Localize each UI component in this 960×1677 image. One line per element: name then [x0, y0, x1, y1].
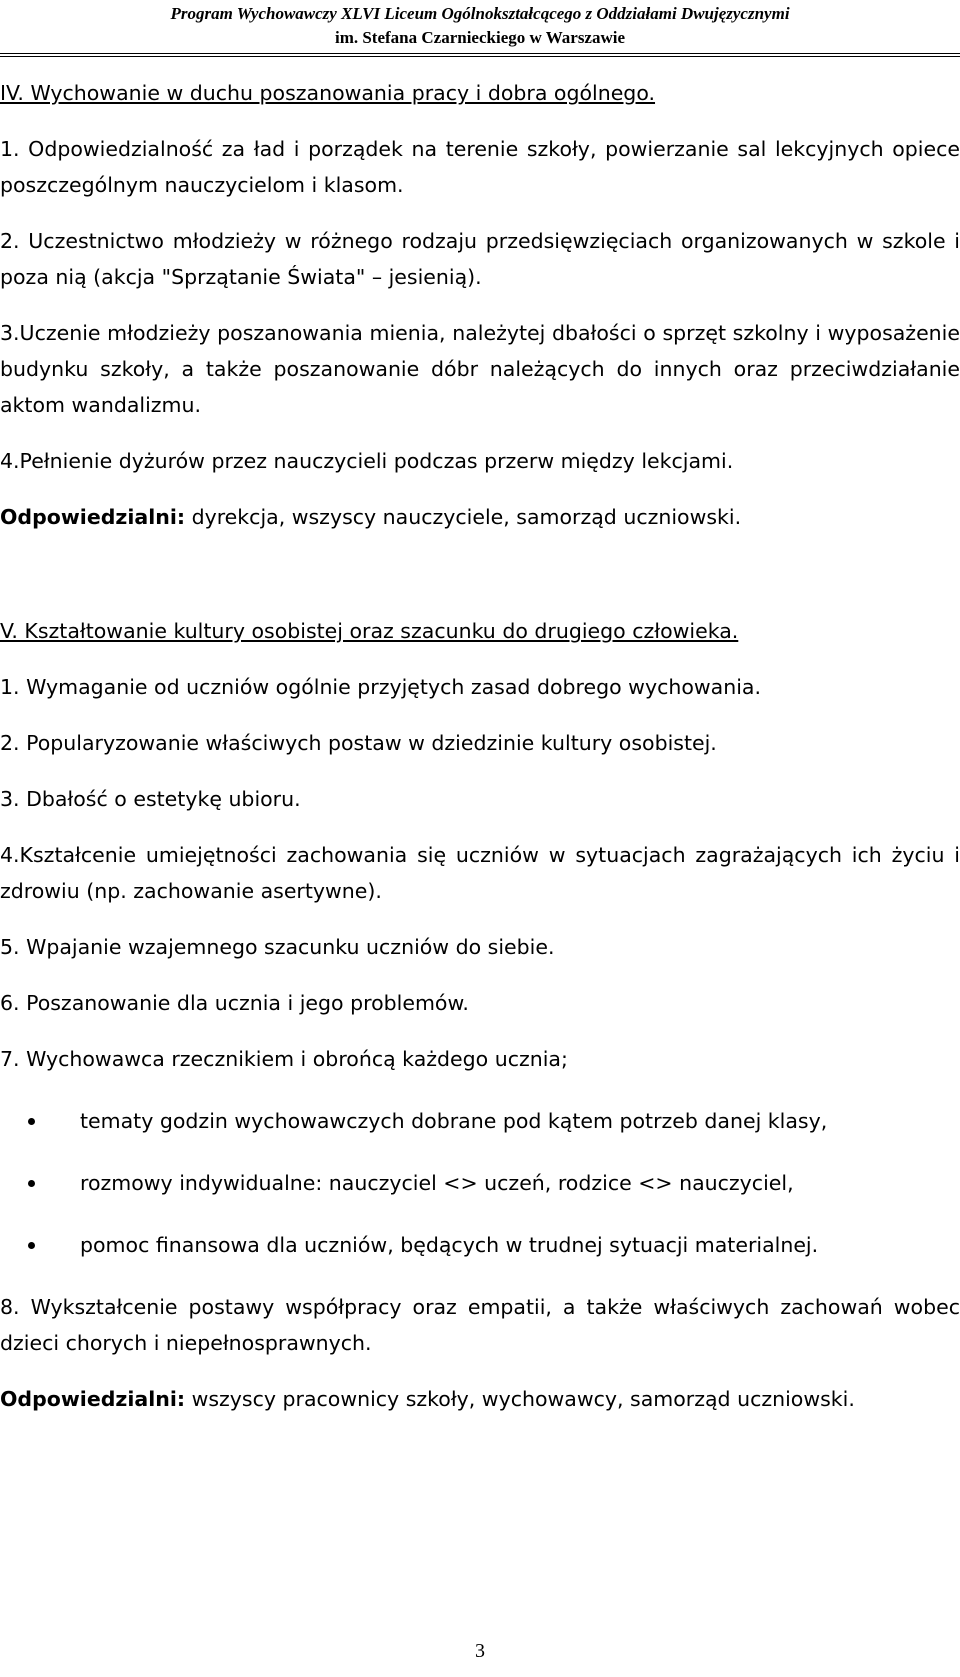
- header-rule-top: [0, 53, 960, 54]
- section-5-item-3: 3. Dbałość o estetykę ubioru.: [0, 787, 301, 811]
- bullet-text: pomoc finansowa dla uczniów, będących w trudnej sytuacji materialnej.: [80, 1233, 819, 1257]
- bullet-item: [0, 1103, 960, 1139]
- responsible-label: Odpowiedzialni:: [0, 505, 186, 529]
- section-4-heading: IV. Wychowanie w duchu poszanowania pracy i dobra ogólnego.: [0, 81, 656, 105]
- header-rule-bottom: [0, 56, 960, 57]
- section-5-item-6: 6. Poszanowanie dla ucznia i jego problemów.: [0, 991, 469, 1015]
- bullet-text: rozmowy indywidualne: nauczyciel <> uczeń, rodzice <> nauczyciel,: [80, 1171, 794, 1195]
- section-5-item-5: 5. Wpajanie wzajemnego szacunku uczniów do siebie.: [0, 935, 555, 959]
- bullet-icon: [28, 1118, 35, 1125]
- bullet-icon: [28, 1180, 35, 1187]
- responsible-text: dyrekcja, wszyscy nauczyciele, samorząd uczniowski.: [185, 505, 742, 529]
- responsible-label: Odpowiedzialni:: [0, 1387, 186, 1411]
- section-5-item-2: 2. Popularyzowanie właściwych postaw w dziedzinie kultury osobistej.: [0, 731, 717, 755]
- section-4-responsible: [0, 499, 960, 535]
- section-4-item-1: 1. Odpowiedzialność za ład i porządek na terenie szkoły, powierzanie sal lekcyjnych opiece poszczególnym nauczycielom i klasom.: [0, 137, 960, 197]
- page-number: 3: [475, 1640, 485, 1662]
- bullet-item: [0, 1227, 960, 1263]
- page-content: [0, 75, 960, 1417]
- header-line-2: im. Stefana Czarnieckiego w Warszawie: [334, 28, 626, 47]
- section-4-item-3: 3.Uczenie młodzieży poszanowania mienia, należytej dbałości o sprzęt szkolny i wyposażenie budynku szkoły, a także poszanowanie dóbr należących do innych oraz przeciwdziałanie aktom wandalizmu.: [0, 321, 960, 417]
- page-header: [0, 0, 960, 50]
- section-5-responsible: [0, 1381, 960, 1417]
- section-5-item-7: 7. Wychowawca rzecznikiem i obrońcą każdego ucznia;: [0, 1047, 568, 1071]
- section-5-item-1: 1. Wymaganie od uczniów ogólnie przyjętych zasad dobrego wychowania.: [0, 675, 761, 699]
- section-5-item-4: 4.Kształcenie umiejętności zachowania się uczniów w sytuacjach zagrażających ich życiu i zdrowiu (np. zachowanie asertywne).: [0, 843, 960, 903]
- section-5-item-8: 8. Wykształcenie postawy współpracy oraz empatii, a także właściwych zachowań wobec dzieci chorych i niepełnosprawnych.: [0, 1295, 960, 1355]
- bullet-text: tematy godzin wychowawczych dobrane pod kątem potrzeb danej klasy,: [80, 1109, 828, 1133]
- bullet-icon: [28, 1242, 35, 1249]
- header-line-1: Program Wychowawczy XLVI Liceum Ogólnokształcącego z Oddziałami Dwujęzycznymi: [170, 4, 790, 23]
- section-4-item-2: 2. Uczestnictwo młodzieży w różnego rodzaju przedsięwzięciach organizowanych w szkole i poza nią (akcja "Sprzątanie Świata" – jesienią).: [0, 229, 960, 289]
- bullet-list: [0, 1103, 960, 1263]
- section-5-heading: V. Kształtowanie kultury osobistej oraz szacunku do drugiego człowieka.: [0, 619, 739, 643]
- section-4-item-4: 4.Pełnienie dyżurów przez nauczycieli podczas przerw między lekcjami.: [0, 449, 734, 473]
- bullet-item: [0, 1165, 960, 1201]
- responsible-text: wszyscy pracownicy szkoły, wychowawcy, samorząd uczniowski.: [185, 1387, 855, 1411]
